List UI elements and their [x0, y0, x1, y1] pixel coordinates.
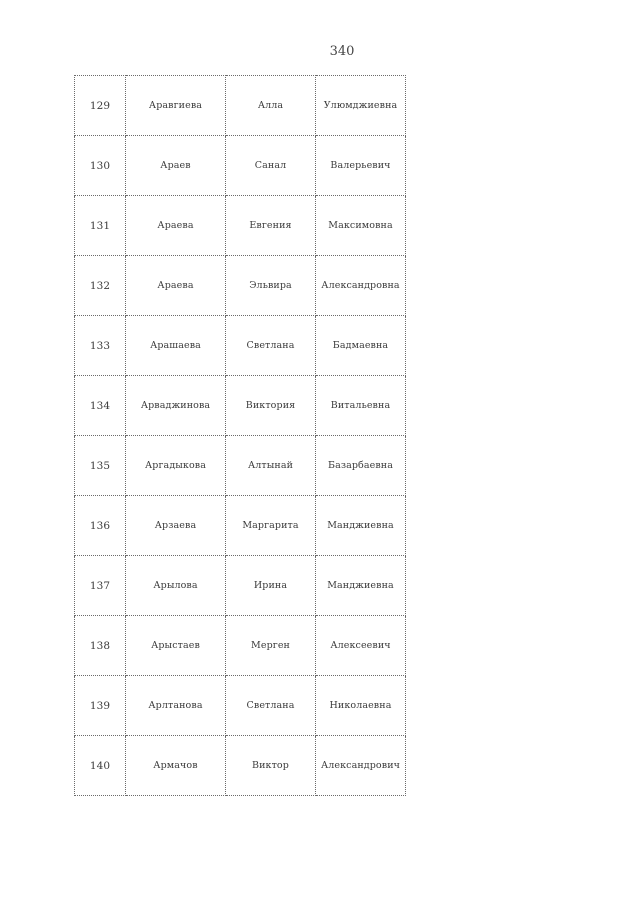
patronymic-cell: Алексеевич — [316, 616, 406, 676]
row-number-cell: 139 — [75, 676, 126, 736]
row-number-cell: 133 — [75, 316, 126, 376]
patronymic-cell: Бадмаевна — [316, 316, 406, 376]
surname-cell: Аргадыкова — [126, 436, 226, 496]
surname-cell: Арлтанова — [126, 676, 226, 736]
table-row — [75, 196, 406, 256]
row-number-cell: 138 — [75, 616, 126, 676]
row-number-cell: 131 — [75, 196, 126, 256]
first-name-cell: Маргарита — [226, 496, 316, 556]
first-name-cell: Алла — [226, 76, 316, 136]
patronymic-cell: Александровна — [316, 256, 406, 316]
surname-cell: Армачов — [126, 736, 226, 796]
patronymic-cell: Базарбаевна — [316, 436, 406, 496]
patronymic-cell: Улюмджиевна — [316, 76, 406, 136]
names-table-body — [75, 76, 406, 796]
surname-cell: Арваджинова — [126, 376, 226, 436]
first-name-cell: Виктория — [226, 376, 316, 436]
names-table — [74, 75, 406, 796]
table-row — [75, 556, 406, 616]
page-number: 340 — [329, 44, 355, 59]
first-name-cell: Виктор — [226, 736, 316, 796]
first-name-cell: Ирина — [226, 556, 316, 616]
first-name-cell: Светлана — [226, 676, 316, 736]
surname-cell: Арашаева — [126, 316, 226, 376]
patronymic-cell: Манджиевна — [316, 556, 406, 616]
patronymic-cell: Александрович — [316, 736, 406, 796]
surname-cell: Арылова — [126, 556, 226, 616]
row-number-cell: 140 — [75, 736, 126, 796]
table-row — [75, 76, 406, 136]
surname-cell: Араева — [126, 256, 226, 316]
table-row — [75, 676, 406, 736]
surname-cell: Араева — [126, 196, 226, 256]
row-number-cell: 137 — [75, 556, 126, 616]
row-number-cell: 130 — [75, 136, 126, 196]
table-row — [75, 316, 406, 376]
first-name-cell: Эльвира — [226, 256, 316, 316]
surname-cell: Аравгиева — [126, 76, 226, 136]
table-row — [75, 376, 406, 436]
first-name-cell: Евгения — [226, 196, 316, 256]
surname-cell: Араев — [126, 136, 226, 196]
row-number-cell: 134 — [75, 376, 126, 436]
row-number-cell: 135 — [75, 436, 126, 496]
surname-cell: Арзаева — [126, 496, 226, 556]
table-row — [75, 136, 406, 196]
table-row — [75, 616, 406, 676]
first-name-cell: Санал — [226, 136, 316, 196]
table-row — [75, 256, 406, 316]
table-row — [75, 736, 406, 796]
row-number-cell: 129 — [75, 76, 126, 136]
first-name-cell: Мерген — [226, 616, 316, 676]
table-row — [75, 496, 406, 556]
patronymic-cell: Николаевна — [316, 676, 406, 736]
patronymic-cell: Валерьевич — [316, 136, 406, 196]
patronymic-cell: Максимовна — [316, 196, 406, 256]
patronymic-cell: Манджиевна — [316, 496, 406, 556]
row-number-cell: 136 — [75, 496, 126, 556]
row-number-cell: 132 — [75, 256, 126, 316]
surname-cell: Арыстаев — [126, 616, 226, 676]
patronymic-cell: Витальевна — [316, 376, 406, 436]
names-table-container — [74, 75, 405, 796]
first-name-cell: Светлана — [226, 316, 316, 376]
first-name-cell: Алтынай — [226, 436, 316, 496]
table-row — [75, 436, 406, 496]
